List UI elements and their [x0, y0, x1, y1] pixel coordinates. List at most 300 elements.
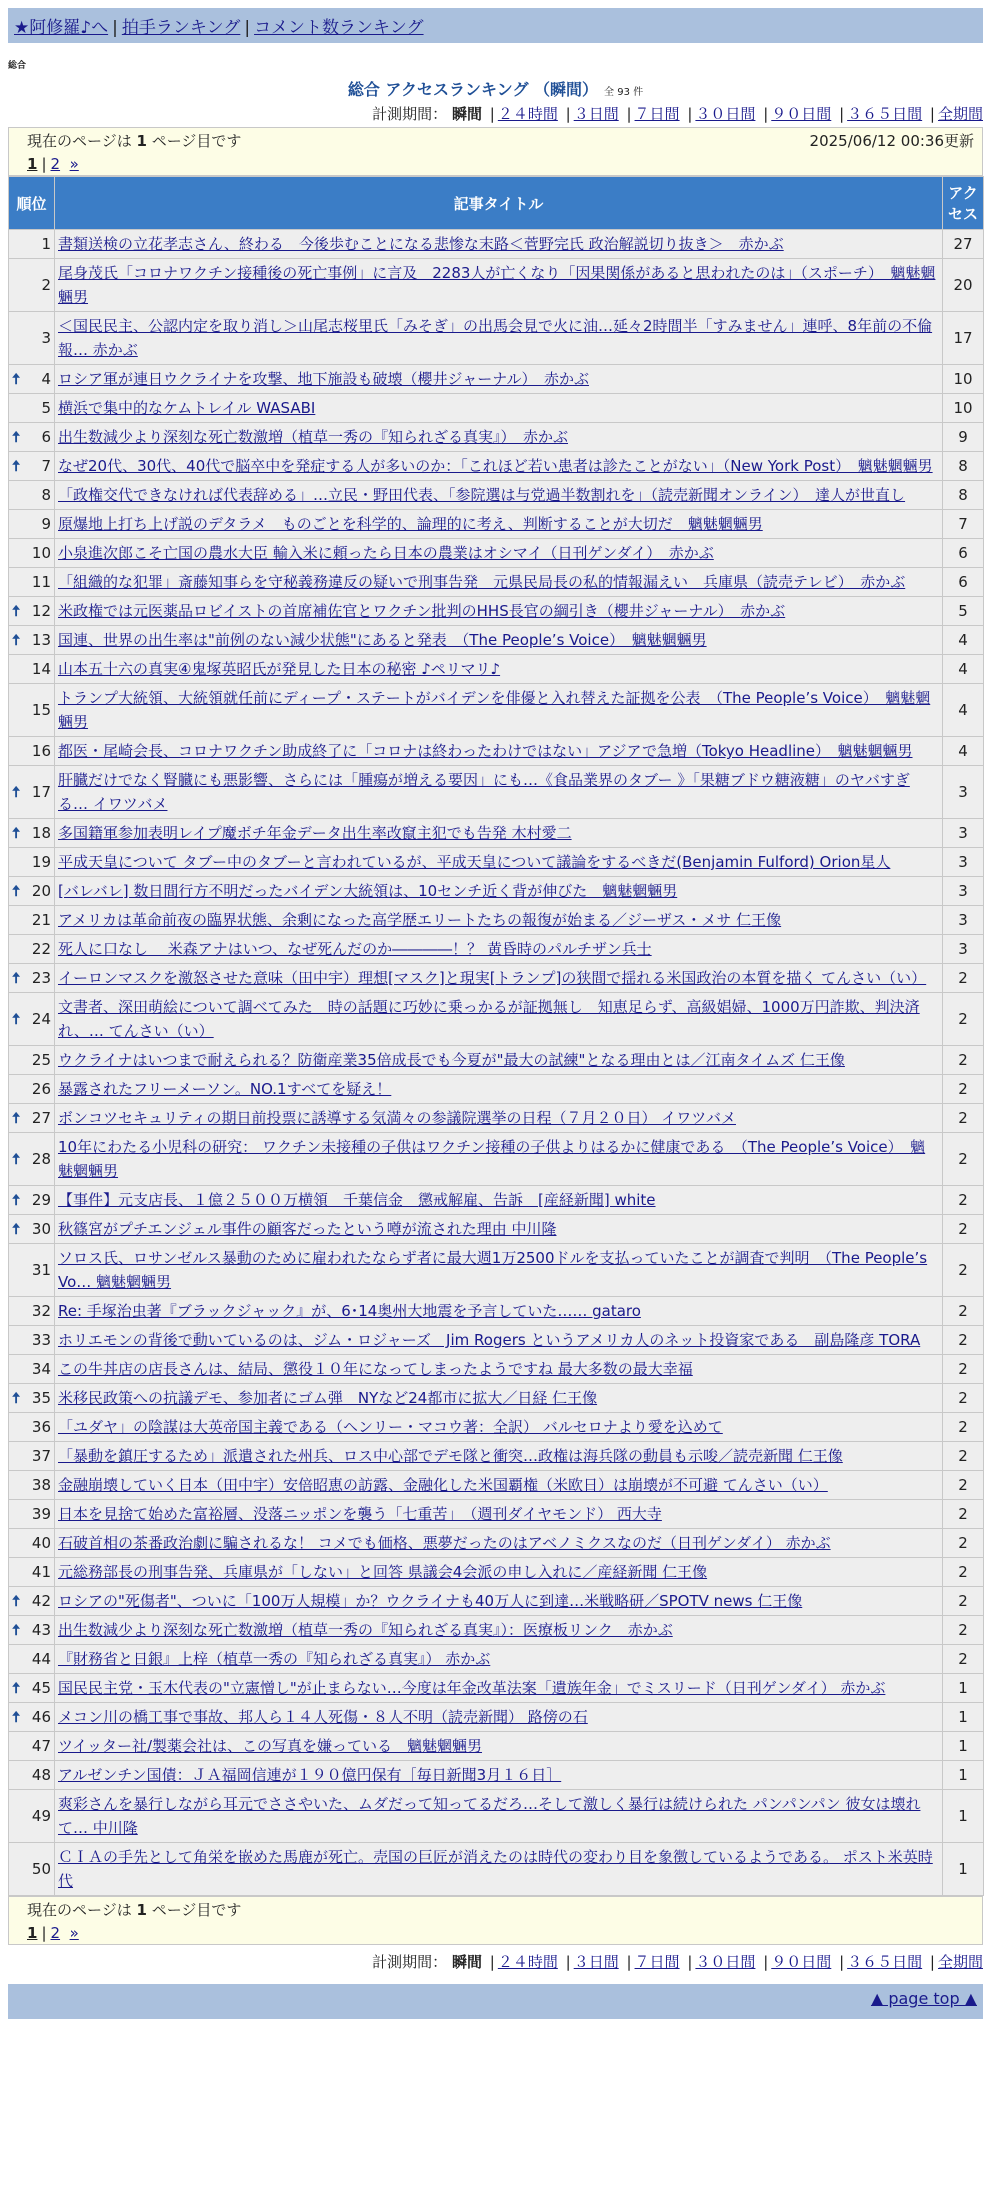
table-row	[9, 1215, 984, 1244]
period-link-365d[interactable]: ３６５日間	[847, 1953, 923, 1971]
article-link[interactable]: 横浜で集中的なケムトレイル WASABI	[58, 399, 316, 417]
article-link[interactable]: 書類送検の立花孝志さん、終わる 今後歩むことになる悲惨な末路＜菅野完氏 政治解説切り抜き＞ 赤かぶ	[58, 235, 784, 253]
comment-ranking-link[interactable]: コメント数ランキング	[254, 18, 424, 38]
table-row	[9, 626, 984, 655]
rank-number: 33	[31, 1331, 51, 1349]
page-status: 現在のページは 1 ページ目です	[27, 132, 242, 150]
access-count: 1	[943, 1732, 984, 1761]
rank-cell	[9, 1761, 55, 1790]
access-count: 9	[943, 423, 984, 452]
article-link[interactable]: 山本五十六の真実④鬼塚英昭氏が発見した日本の秘密 ♪ペリマリ♪	[58, 660, 501, 678]
table-row	[9, 1133, 984, 1186]
access-count: 3	[943, 848, 984, 877]
access-count: 10	[943, 394, 984, 423]
table-row	[9, 568, 984, 597]
article-link[interactable]: 多国籍軍参加表明レイプ魔ボチ年金データ出生率改竄主犯でも告発 木村愛二	[58, 824, 572, 842]
table-row	[9, 1703, 984, 1732]
rank-number: 41	[31, 1563, 51, 1581]
title-cell	[55, 626, 943, 655]
rank-up-arrow-icon: 🠅	[12, 1191, 21, 1209]
title-cell	[55, 539, 943, 568]
pagination-bottom: 1 | 2 »	[27, 1924, 79, 1942]
table-row	[9, 993, 984, 1046]
article-link[interactable]: 肝臓だけでなく腎臓にも悪影響、さらには「腫瘍が増える要因」にも…《食品業界のタブー 》「果糖ブドウ糖液糖」のヤバすぎる… イワツバメ	[58, 771, 910, 813]
period-link-30d[interactable]: ３０日間	[695, 105, 756, 123]
title-cell	[55, 1645, 943, 1674]
table-row	[9, 539, 984, 568]
title-cell	[55, 935, 943, 964]
pagination: 1 | 2 »	[27, 155, 79, 173]
rank-cell	[9, 626, 55, 655]
article-link[interactable]: ツイッター社/製薬会社は、この写真を嫌っている 魑魅魍魎男	[58, 1737, 483, 1755]
title-cell	[55, 1297, 943, 1326]
rank-cell	[9, 964, 55, 993]
article-link[interactable]: 「暴動を鎮圧するため」派遣された州兵、ロス中心部でデモ隊と衝突…政権は海兵隊の動員も示唆／読売新聞 仁王像	[58, 1447, 843, 1465]
access-count: 2	[943, 1645, 984, 1674]
article-link[interactable]: 国連、世界の出生率は"前例のない減少状態"にあると発表 （The People’s Voice） 魑魅魍魎男	[58, 631, 707, 649]
rank-cell	[9, 906, 55, 935]
top-nav-bar	[8, 8, 983, 43]
period-link-90d[interactable]: ９０日間	[771, 1953, 832, 1971]
rank-number: 23	[31, 969, 51, 987]
title-cell	[55, 766, 943, 819]
rank-number: 46	[31, 1708, 51, 1726]
access-count: 3	[943, 935, 984, 964]
table-row	[9, 684, 984, 737]
rank-cell	[9, 452, 55, 481]
rank-cell	[9, 510, 55, 539]
article-link[interactable]: 【事件】元支店長、１億２５００万横領 千葉信金 懲戒解雇、告訴 [産経新聞] white	[58, 1191, 656, 1209]
table-row	[9, 655, 984, 684]
genre-label: 総合	[8, 61, 27, 71]
title-cell	[55, 906, 943, 935]
title-cell	[55, 655, 943, 684]
period-current: 瞬間	[451, 105, 482, 123]
table-row	[9, 1355, 984, 1384]
title-cell	[55, 1703, 943, 1732]
pager-top	[8, 127, 983, 176]
access-count: 2	[943, 1587, 984, 1616]
rank-up-arrow-icon: 🠅	[12, 1592, 21, 1610]
access-count: 2	[943, 1133, 984, 1186]
access-count: 2	[943, 1413, 984, 1442]
rank-number: 26	[31, 1080, 51, 1098]
title-cell	[55, 597, 943, 626]
period-link-24h[interactable]: ２４時間	[497, 105, 558, 123]
rank-cell	[9, 259, 55, 312]
title-cell	[55, 848, 943, 877]
period-label: 計測期間：	[372, 105, 448, 123]
article-link[interactable]: 爽彩さんを暴行しながら耳元でささやいた、ムダだって知ってるだろ…そして激しく暴行は続けられた パンパンパン 彼女は壊れて… 中川隆	[58, 1795, 921, 1837]
access-count: 2	[943, 1297, 984, 1326]
article-link[interactable]: ＣＩＡの手先として角栄を嵌めた馬鹿が死亡。売国の巨匠が消えたのは時代の変わり目を象徴しているようである。 ポスト米英時代	[58, 1848, 933, 1890]
rank-number: 2	[41, 276, 51, 294]
access-count: 8	[943, 452, 984, 481]
rank-number: 20	[31, 882, 51, 900]
updated-time: 2025/06/12 00:36更新	[809, 132, 974, 150]
article-link[interactable]: 日本を見捨て始めた富裕層、没落ニッポンを襲う「七重苦」 （週刊ダイヤモンド） 西大寺	[58, 1505, 662, 1523]
title-cell	[55, 1326, 943, 1355]
rank-up-arrow-icon: 🠅	[12, 1708, 21, 1726]
period-link-all[interactable]: 全期間	[937, 1953, 983, 1971]
access-count: 7	[943, 510, 984, 539]
title-cell	[55, 1186, 943, 1215]
period-link-30d[interactable]: ３０日間	[695, 1953, 756, 1971]
rank-up-arrow-icon: 🠅	[12, 882, 21, 900]
table-row	[9, 510, 984, 539]
article-link[interactable]: トランプ大統領、大統領就任前にディープ・ステートがバイデンを俳優と入れ替えた証拠を公表 （The People’s Voice） 魑魅魍魎男	[58, 689, 931, 731]
ranking-table	[8, 176, 984, 1896]
article-link[interactable]: ボンコツセキュリティの期日前投票に誘導する気満々の参議院選挙の日程（７月２０日） イワツバメ	[58, 1109, 736, 1127]
rank-number: 40	[31, 1534, 51, 1552]
page-current: 1	[27, 1924, 38, 1942]
rank-cell	[9, 597, 55, 626]
period-link-3d[interactable]: ３日間	[573, 1953, 619, 1971]
access-count: 6	[943, 568, 984, 597]
article-link[interactable]: [バレバレ] 数日間行方不明だったバイデン大統領は、10センチ近く背が伸びた 魑魅魍魎男	[58, 882, 678, 900]
article-link[interactable]: 「政権交代できなければ代表辞める」…立民・野田代表、「参院選は与党過半数割れを」（読売新聞オンライン） 達人が世直し	[58, 486, 906, 504]
title-cell	[55, 877, 943, 906]
rank-up-arrow-icon: 🠅	[12, 602, 21, 620]
rank-cell	[9, 819, 55, 848]
rank-number: 5	[41, 399, 51, 417]
rank-cell	[9, 1587, 55, 1616]
article-link[interactable]: 10年にわたる小児科の研究： ワクチン未接種の子供はワクチン接種の子供よりはるかに健康である （The People’s Voice） 魑魅魍魎男	[58, 1138, 926, 1180]
article-link[interactable]: 小泉進次郎こそ亡国の農水大臣 輸入米に頼ったら日本の農業はオシマイ（日刊ゲンダイ） 赤かぶ	[58, 544, 714, 562]
period-link-90d[interactable]: ９０日間	[771, 105, 832, 123]
article-link[interactable]: アメリカは革命前夜の臨界状態、余剰になった高学歴エリートたちの報復が始まる／ジーザス・メサ 仁王像	[58, 911, 782, 929]
table-row	[9, 1587, 984, 1616]
nav-separator: |	[112, 18, 118, 38]
period-link-365d[interactable]: ３６５日間	[847, 105, 923, 123]
table-row	[9, 935, 984, 964]
rank-cell	[9, 539, 55, 568]
rank-cell	[9, 1843, 55, 1896]
rank-number: 12	[31, 602, 51, 620]
page-2-link[interactable]: 2	[50, 155, 61, 173]
title-cell	[55, 1413, 943, 1442]
table-row	[9, 1500, 984, 1529]
home-link[interactable]: ★阿修羅♪へ	[14, 18, 109, 38]
rank-number: 10	[31, 544, 51, 562]
article-link[interactable]: 平成天皇について タブー中のタブーと言われているが、平成天皇について議論をするべきだ(Benjamin Fulford) Orion星人	[58, 853, 891, 871]
rank-cell	[9, 1674, 55, 1703]
access-count: 17	[943, 312, 984, 365]
article-link[interactable]: 暴露されたフリーメーソン。NO.1すべてを疑え！	[58, 1080, 392, 1098]
rank-up-arrow-icon: 🠅	[12, 1621, 21, 1639]
period-link-7d[interactable]: ７日間	[634, 1953, 680, 1971]
table-row	[9, 365, 984, 394]
rank-cell	[9, 1075, 55, 1104]
rank-number: 47	[31, 1737, 51, 1755]
access-count: 2	[943, 993, 984, 1046]
title-cell	[55, 1732, 943, 1761]
rank-cell	[9, 1703, 55, 1732]
access-count: 6	[943, 539, 984, 568]
access-count: 4	[943, 626, 984, 655]
rank-up-arrow-icon: 🠅	[12, 1109, 21, 1127]
period-link-7d[interactable]: ７日間	[634, 105, 680, 123]
table-row	[9, 1442, 984, 1471]
nav-separator: |	[244, 18, 251, 38]
title-cell	[55, 481, 943, 510]
title-cell	[55, 312, 943, 365]
rank-number: 22	[31, 940, 51, 958]
table-row	[9, 848, 984, 877]
article-link[interactable]: ＜国民民主、公認内定を取り消し＞山尾志桜里氏「みそぎ」の出馬会見で火に油…延々2時間半「すみません」連呼、8年前の不倫報… 赤かぶ	[58, 317, 933, 359]
rank-number: 7	[41, 457, 51, 475]
title-cell	[55, 964, 943, 993]
access-count: 20	[943, 259, 984, 312]
table-row	[9, 1761, 984, 1790]
table-row	[9, 1326, 984, 1355]
next-page-link[interactable]: »	[69, 1924, 79, 1942]
access-count: 27	[943, 230, 984, 259]
rank-number: 45	[31, 1679, 51, 1697]
rank-number: 35	[31, 1389, 51, 1407]
rank-cell	[9, 655, 55, 684]
table-row	[9, 1075, 984, 1104]
access-count: 2	[943, 1500, 984, 1529]
title-cell	[55, 1761, 943, 1790]
article-link[interactable]: 米政権では元医薬品ロビイストの首席補佐官とワクチン批判のHHS長官の綱引き（櫻井ジャーナル） 赤かぶ	[58, 602, 786, 620]
rank-cell	[9, 1558, 55, 1587]
access-count: 2	[943, 1616, 984, 1645]
title-cell	[55, 1843, 943, 1896]
article-link[interactable]: ホリエモンの背後で動いているのは、ジム・ロジャーズ Jim Rogers というアメリカ人のネット投資家である 副島隆彦 TORA	[58, 1331, 921, 1349]
rank-cell	[9, 312, 55, 365]
rank-number: 42	[31, 1592, 51, 1610]
title-cell	[55, 1500, 943, 1529]
article-link[interactable]: 出生数減少より深刻な死亡数激増（植草一秀の『知られざる真実』） 赤かぶ	[58, 428, 569, 446]
rank-number: 28	[31, 1150, 51, 1168]
rank-number: 43	[31, 1621, 51, 1639]
article-link[interactable]: 元総務部長の刑事告発、兵庫県が「しない」と回答 県議会4会派の申し入れに／産経新聞 仁王像	[58, 1563, 708, 1581]
article-link[interactable]: 国民民主党・玉木代表の"立憲憎し"が止まらない…今度は年金改革法案「遺族年金」でミスリード（日刊ゲンダイ） 赤かぶ	[58, 1679, 886, 1697]
article-link[interactable]: メコン川の橋工事で事故、邦人ら１４人死傷・８人不明（読売新聞） 路傍の石	[58, 1708, 588, 1726]
article-link[interactable]: 都医・尾崎会長、コロナワクチン助成終了に「コロナは終わったわけではない」アジアで急増（Tokyo Headline） 魑魅魍魎男	[58, 742, 913, 760]
access-count: 2	[943, 1104, 984, 1133]
access-count: 3	[943, 766, 984, 819]
article-link[interactable]: ロシア軍が連日ウクライナを攻撃、地下施設も破壊（櫻井ジャーナル） 赤かぶ	[58, 370, 590, 388]
rank-cell	[9, 1186, 55, 1215]
rank-cell	[9, 481, 55, 510]
article-link[interactable]: 尾身茂氏「コロナワクチン接種後の死亡事例」に言及 2283人が亡くなり「因果関係があると思われたのは」（スポーチ） 魑魅魍魎男	[58, 264, 936, 306]
rank-number: 14	[31, 660, 51, 678]
article-link[interactable]: 『財務省と日銀』上梓（植草一秀の『知られざる真実』） 赤かぶ	[58, 1650, 491, 1668]
rank-cell	[9, 848, 55, 877]
title-cell	[55, 1616, 943, 1645]
rank-cell	[9, 1442, 55, 1471]
rank-cell	[9, 568, 55, 597]
article-link[interactable]: Re: 手塚治虫著『ブラックジャック』が、6･14奥州大地震を予言していた…… gataro	[58, 1302, 641, 1320]
access-count: 2	[943, 964, 984, 993]
access-count: 1	[943, 1674, 984, 1703]
table-row	[9, 1471, 984, 1500]
article-link[interactable]: なぜ20代、30代、40代で脳卒中を発症する人が多いのか：「これほど若い患者は診たことがない」（New York Post） 魑魅魍魎男	[58, 457, 933, 475]
table-row	[9, 1674, 984, 1703]
article-link[interactable]: 出生数減少より深刻な死亡数激増（植草一秀の『知られざる真実』）：医療板リンク 赤かぶ	[58, 1621, 673, 1639]
table-row	[9, 964, 984, 993]
article-link[interactable]: 「ユダヤ」の陰謀は大英帝国主義である（ヘンリー・マコウ著：全訳） バルセロナより愛を込めて	[58, 1418, 723, 1436]
rank-up-arrow-icon: 🠅	[12, 428, 21, 446]
table-row	[9, 766, 984, 819]
table-row	[9, 394, 984, 423]
period-link-24h[interactable]: ２４時間	[497, 1953, 558, 1971]
table-row	[9, 1529, 984, 1558]
rank-number: 21	[31, 911, 51, 929]
access-count: 2	[943, 1326, 984, 1355]
ranking-title: 総合 アクセスランキング （瞬間）	[347, 80, 599, 99]
table-row	[9, 737, 984, 766]
bottom-bar	[8, 1984, 983, 2019]
clap-ranking-link[interactable]: 拍手ランキング	[121, 18, 241, 38]
period-selector-top: 計測期間： 瞬間 | ２４時間 | ３日間 | ７日間 | ３０日間 | ９０日間 | ３６５日間 | 全期間	[372, 105, 983, 123]
article-link[interactable]: ロシアの"死傷者"、ついに「100万人規模」か？ウクライナも40万人に到達…米戦略研／SPOTV news 仁王像	[58, 1592, 803, 1610]
rank-cell	[9, 1297, 55, 1326]
page-status-bottom: 現在のページは 1 ページ目です	[27, 1901, 242, 1919]
article-link[interactable]: イーロンマスクを激怒させた意味（田中宇）理想[マスク]と現実[トランプ]の狭間で揺れる米国政治の本質を描く てんさい（い）	[58, 969, 927, 987]
rank-up-arrow-icon: 🠅	[12, 1220, 21, 1238]
rank-up-arrow-icon: 🠅	[12, 824, 21, 842]
title-cell	[55, 1244, 943, 1297]
table-row	[9, 1645, 984, 1674]
rank-cell	[9, 935, 55, 964]
period-label: 計測期間：	[372, 1953, 448, 1971]
access-count: 2	[943, 1355, 984, 1384]
rank-up-arrow-icon: 🠅	[12, 1150, 21, 1168]
rank-cell	[9, 1500, 55, 1529]
access-count: 2	[943, 1075, 984, 1104]
rank-number: 48	[31, 1766, 51, 1784]
period-link-3d[interactable]: ３日間	[573, 105, 619, 123]
table-row	[9, 259, 984, 312]
rank-number: 50	[31, 1860, 51, 1878]
article-link[interactable]: 原爆地上打ち上げ説のデタラメ ものごとを科学的、論理的に考え、判断することが大切だ 魑魅魍魎男	[58, 515, 763, 533]
article-link[interactable]: 「組織的な犯罪」斎藤知事らを守秘義務違反の疑いで刑事告発 元県民局長の私的情報漏えい 兵庫県（読売テレビ） 赤かぶ	[58, 573, 906, 591]
rank-up-arrow-icon: 🠅	[12, 370, 21, 388]
access-count: 2	[943, 1215, 984, 1244]
rank-cell	[9, 877, 55, 906]
period-current: 瞬間	[451, 1953, 482, 1971]
access-count: 2	[943, 1442, 984, 1471]
table-row	[9, 481, 984, 510]
rank-cell	[9, 737, 55, 766]
article-link[interactable]: 米移民政策への抗議デモ、参加者にゴム弾 NYなど24都市に拡大／日経 仁王像	[58, 1389, 598, 1407]
access-count: 4	[943, 655, 984, 684]
rank-cell	[9, 365, 55, 394]
rank-number: 30	[31, 1220, 51, 1238]
title-cell	[55, 452, 943, 481]
table-row	[9, 1046, 984, 1075]
article-link[interactable]: 石破首相の茶番政治劇に騙されるな！ コメでも価格、悪夢だったのはアベノミクスなのだ（日刊ゲンダイ） 赤かぶ	[58, 1534, 831, 1552]
rank-up-arrow-icon: 🠅	[12, 631, 21, 649]
access-count: 1	[943, 1790, 984, 1843]
rank-number: 49	[31, 1807, 51, 1825]
article-link[interactable]: この牛丼店の店長さんは、結局、懲役１０年になってしまったようですね 最大多数の最大幸福	[58, 1360, 693, 1378]
table-row	[9, 1186, 984, 1215]
rank-number: 3	[41, 329, 51, 347]
rank-cell	[9, 1790, 55, 1843]
access-count: 3	[943, 906, 984, 935]
table-row	[9, 1558, 984, 1587]
rank-cell	[9, 423, 55, 452]
page-top-link[interactable]: ▲ page top ▲	[870, 1989, 977, 2008]
next-page-link[interactable]: »	[69, 155, 79, 173]
title-cell	[55, 394, 943, 423]
rank-number: 13	[31, 631, 51, 649]
article-link[interactable]: 死人に口なし 米森アナはいつ、なぜ死んだのか――――！？ 黄昏時のパルチザン兵士	[58, 940, 652, 958]
table-row	[9, 1297, 984, 1326]
access-count: 4	[943, 684, 984, 737]
rank-cell	[9, 1046, 55, 1075]
rank-cell	[9, 1244, 55, 1297]
rank-up-arrow-icon: 🠅	[12, 969, 21, 987]
article-link[interactable]: 金融崩壊していく日本（田中宇）安倍昭恵の訪露、金融化した米国覇権（米欧日）は崩壊が不可避 てんさい（い）	[58, 1476, 828, 1494]
page-current: 1	[27, 155, 38, 173]
table-row	[9, 1413, 984, 1442]
article-link[interactable]: アルゼンチン国債：ＪＡ福岡信連が１９０億円保有［毎日新聞3月１６日］	[58, 1766, 562, 1784]
period-link-all[interactable]: 全期間	[937, 105, 983, 123]
rank-cell	[9, 1471, 55, 1500]
title-cell	[55, 737, 943, 766]
table-row	[9, 906, 984, 935]
title-header: 記事タイトル	[55, 177, 943, 230]
item-count: 全 93 件	[604, 87, 644, 98]
article-link[interactable]: 秋篠宮がプチエンジェル事件の顧客だったという噂が流された理由 中川隆	[58, 1220, 557, 1238]
title-cell	[55, 1442, 943, 1471]
rank-cell	[9, 993, 55, 1046]
rank-cell	[9, 1215, 55, 1244]
page-2-link[interactable]: 2	[50, 1924, 61, 1942]
rank-cell	[9, 1529, 55, 1558]
access-count: 2	[943, 1244, 984, 1297]
title-cell	[55, 1215, 943, 1244]
article-link[interactable]: ウクライナはいつまで耐えられる？防衛産業35倍成長でも今夏が"最大の試練"となる理由とは／江南タイムズ 仁王像	[58, 1051, 845, 1069]
rank-number: 34	[31, 1360, 51, 1378]
article-link[interactable]: ソロス氏、ロサンゼルス暴動のために雇われたならず者に最大週1万2500ドルを支払っていたことが調査で判明 （The People’s Vo… 魑魅魍魎男	[58, 1249, 928, 1291]
rank-cell	[9, 230, 55, 259]
access-count: 1	[943, 1703, 984, 1732]
title-cell	[55, 1075, 943, 1104]
table-row	[9, 597, 984, 626]
title-cell	[55, 1587, 943, 1616]
table-row	[9, 819, 984, 848]
title-cell	[55, 1355, 943, 1384]
table-row	[9, 230, 984, 259]
rank-number: 1	[41, 235, 51, 253]
article-link[interactable]: 文書者、深田萌絵について調べてみた 時の話題に巧妙に乗っかるが証拠無し 知恵足らず、高級娼婦、1000万円詐欺、判決済れ、… てんさい（い）	[58, 998, 920, 1040]
title-cell	[55, 568, 943, 597]
rank-number: 29	[31, 1191, 51, 1209]
rank-number: 32	[31, 1302, 51, 1320]
rank-number: 31	[31, 1261, 51, 1279]
rank-cell	[9, 1326, 55, 1355]
table-row	[9, 877, 984, 906]
rank-cell	[9, 1384, 55, 1413]
title-cell	[55, 1471, 943, 1500]
access-count: 3	[943, 877, 984, 906]
rank-number: 15	[31, 701, 51, 719]
rank-cell	[9, 1133, 55, 1186]
rank-number: 17	[31, 783, 51, 801]
title-cell	[55, 365, 943, 394]
rank-up-arrow-icon: 🠅	[12, 1679, 21, 1697]
table-row	[9, 1732, 984, 1761]
access-count: 2	[943, 1046, 984, 1075]
table-row	[9, 1384, 984, 1413]
rank-number: 11	[31, 573, 51, 591]
